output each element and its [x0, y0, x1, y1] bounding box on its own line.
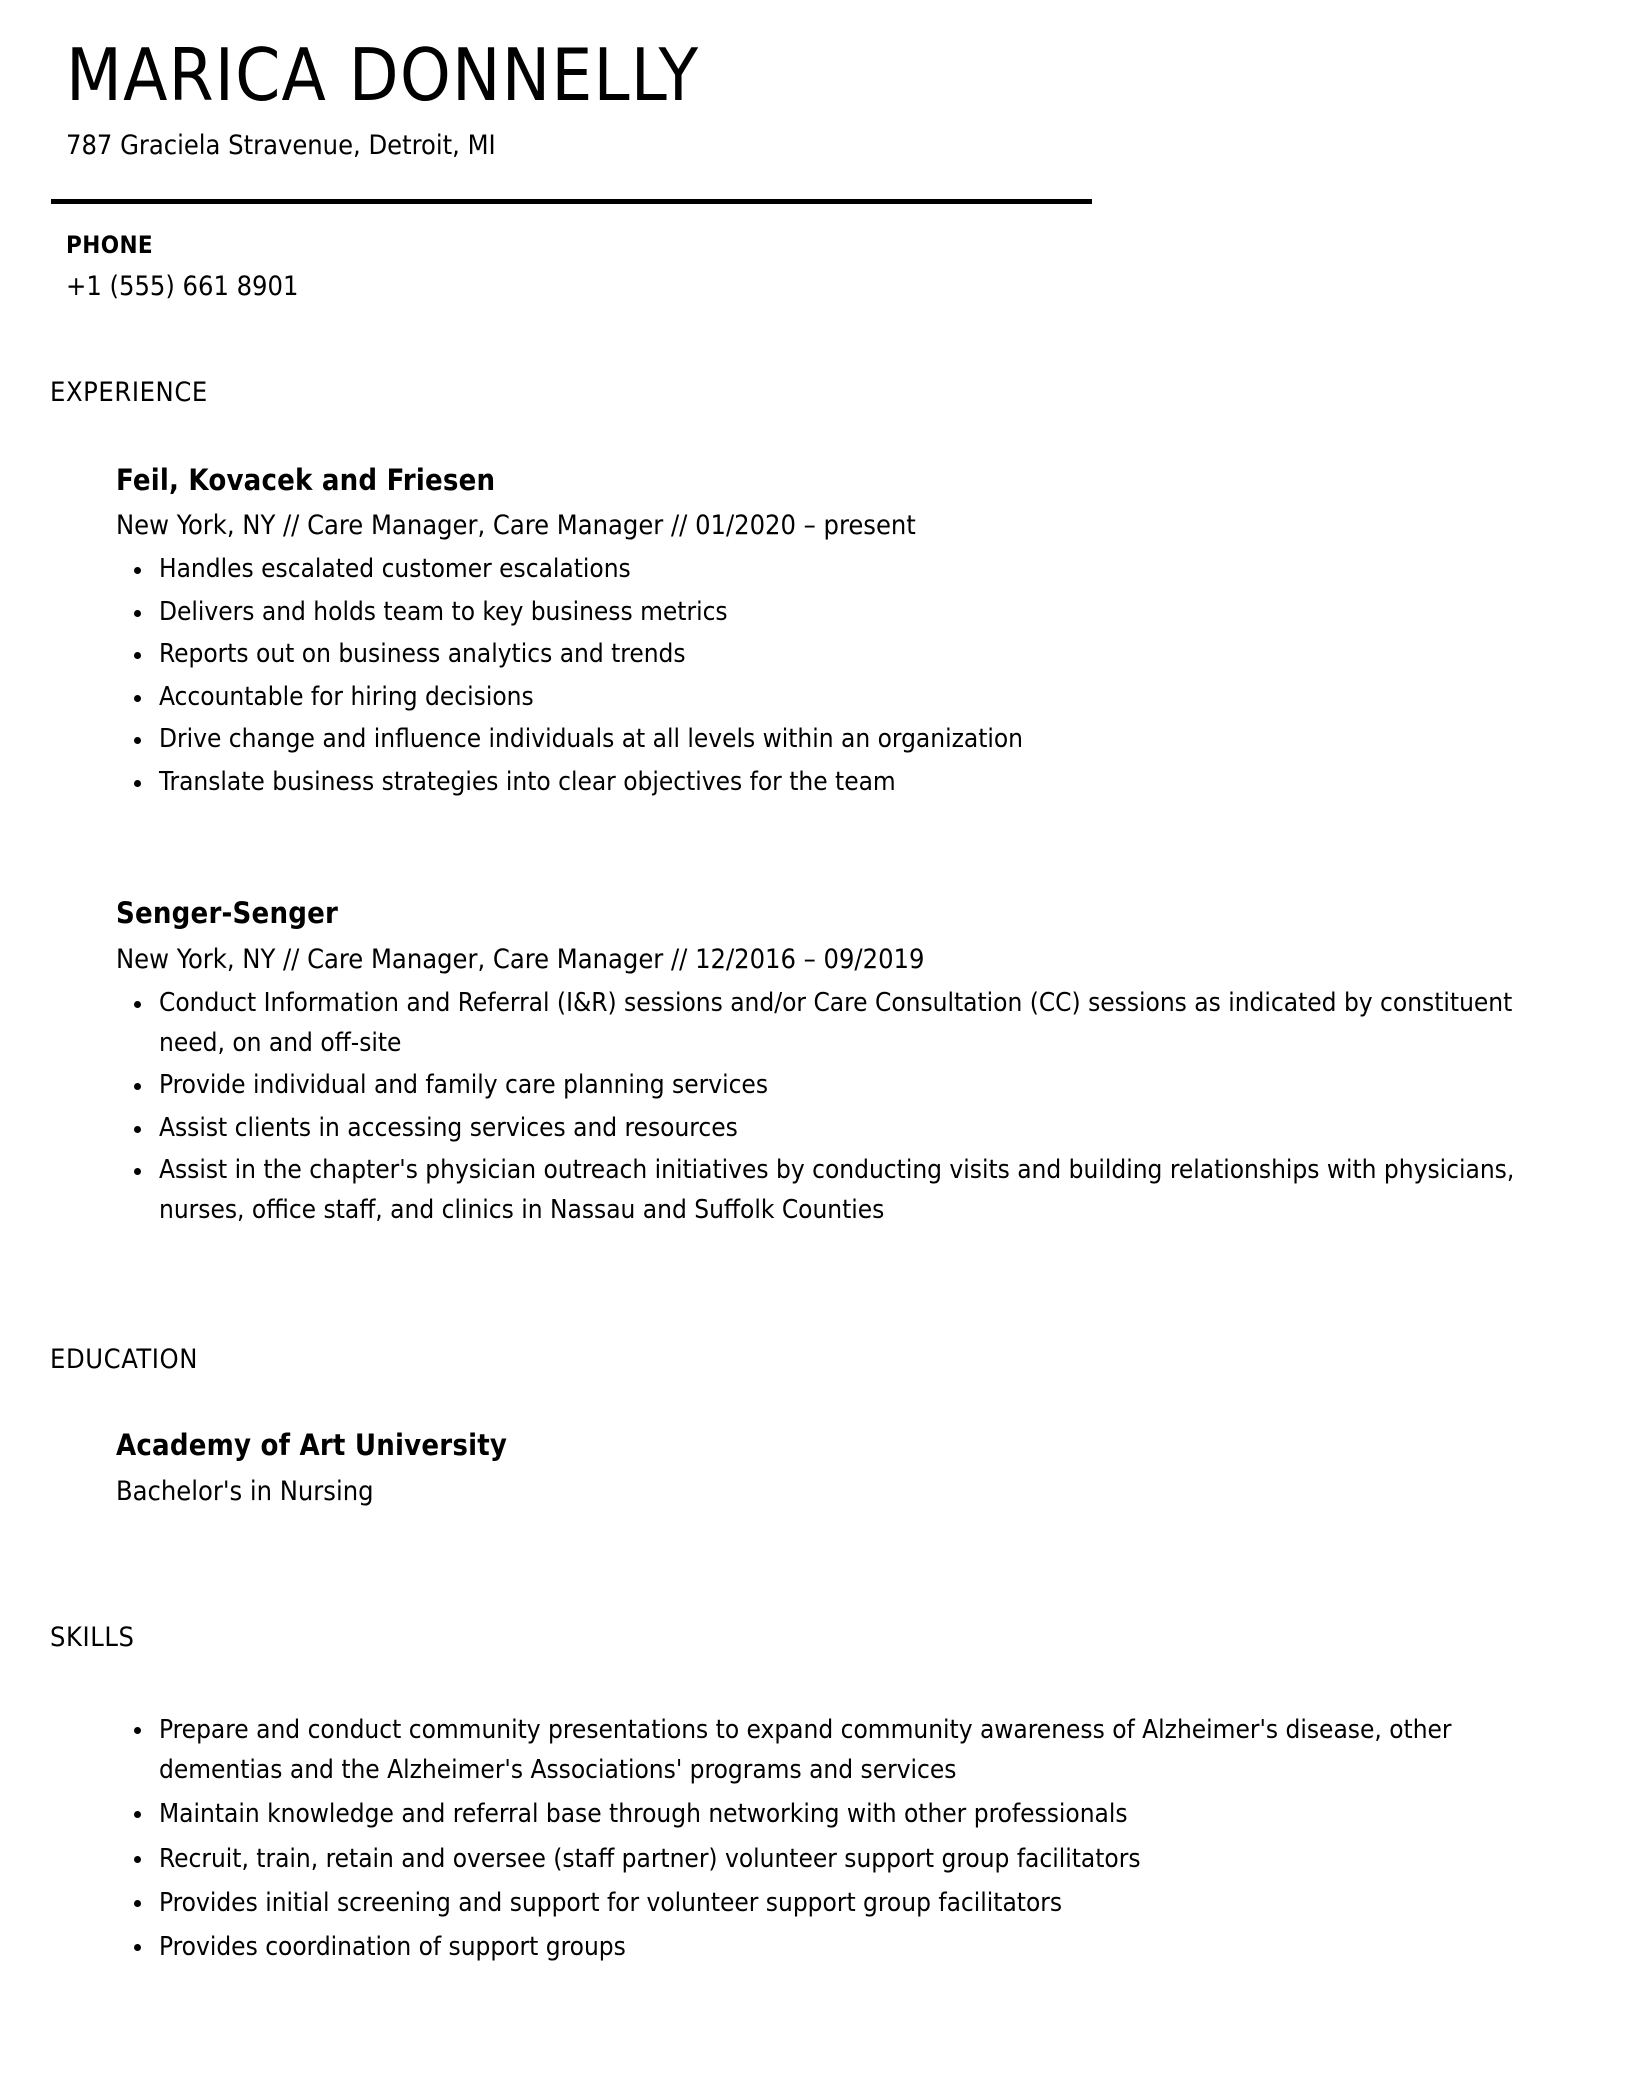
phone-value: +1 (555) 661 8901: [66, 270, 299, 302]
list-item: Translate business strategies into clear objectives for the team: [116, 763, 1572, 806]
employment-meta: New York, NY // Care Manager, Care Manager // 01/2020 – present: [116, 510, 916, 542]
list-item: Handles escalated customer escalations: [116, 550, 1572, 593]
list-item: Provides coordination of support groups: [116, 1927, 1577, 1971]
experience-entry: [0, 895, 1632, 1233]
employer-name: Senger-Senger: [116, 896, 339, 931]
list-item: Assist in the chapter's physician outreach initiatives by conducting visits and building relationships with physicians, nurses, office staff, and clinics in Nassau and Suffolk Counties: [116, 1151, 1572, 1233]
employer-name: Feil, Kovacek and Friesen: [116, 462, 496, 497]
education-entry: [0, 1427, 1632, 1509]
experience-section: [0, 376, 1632, 1234]
contact-block: [0, 204, 1632, 304]
responsibility-list: [116, 977, 1572, 1233]
school-name: Academy of Art University: [116, 1428, 508, 1463]
list-item: Assist clients in accessing services and resources: [116, 1109, 1572, 1152]
list-item: Provide individual and family care planning services: [116, 1066, 1572, 1109]
list-item: Reports out on business analytics and trends: [116, 635, 1572, 678]
education-section: [0, 1343, 1632, 1509]
section-heading-experience: EXPERIENCE: [50, 376, 208, 408]
employment-meta: New York, NY // Care Manager, Care Manager // 12/2016 – 09/2019: [116, 944, 925, 976]
list-item: Accountable for hiring decisions: [116, 678, 1572, 721]
skills-bullet-list: [116, 1703, 1577, 1972]
list-item: Recruit, train, retain and oversee (staff partner) volunteer support group facilitators: [116, 1839, 1577, 1883]
skills-section: [0, 1621, 1632, 1972]
list-item: Prepare and conduct community presentations to expand community awareness of Alzheimer's disease, other dementias and the Alzheimer's Associations' programs and services: [116, 1710, 1577, 1795]
responsibility-list: [116, 543, 1572, 805]
address-line: 787 Graciela Stravenue, Detroit, MI: [66, 129, 496, 161]
section-heading-education: EDUCATION: [50, 1344, 198, 1376]
list-item: Provides initial screening and support for volunteer support group facilitators: [116, 1883, 1577, 1927]
skills-entry: [0, 1703, 1632, 1972]
list-item: Drive change and influence individuals at all levels within an organization: [116, 720, 1572, 763]
list-item: Delivers and holds team to key business metrics: [116, 593, 1572, 636]
resume-header: [0, 0, 1632, 204]
experience-entry: [0, 462, 1632, 806]
list-item: Maintain knowledge and referral base through networking with other professionals: [116, 1794, 1577, 1838]
phone-label: PHONE: [66, 230, 154, 259]
degree-name: Bachelor's in Nursing: [116, 1475, 374, 1507]
section-heading-skills: SKILLS: [50, 1621, 135, 1653]
list-item: Conduct Information and Referral (I&R) sessions and/or Care Consultation (CC) sessions as indicated by constituent need, on and off-site: [116, 984, 1572, 1066]
page-title: MARICA DONNELLY: [66, 33, 700, 117]
